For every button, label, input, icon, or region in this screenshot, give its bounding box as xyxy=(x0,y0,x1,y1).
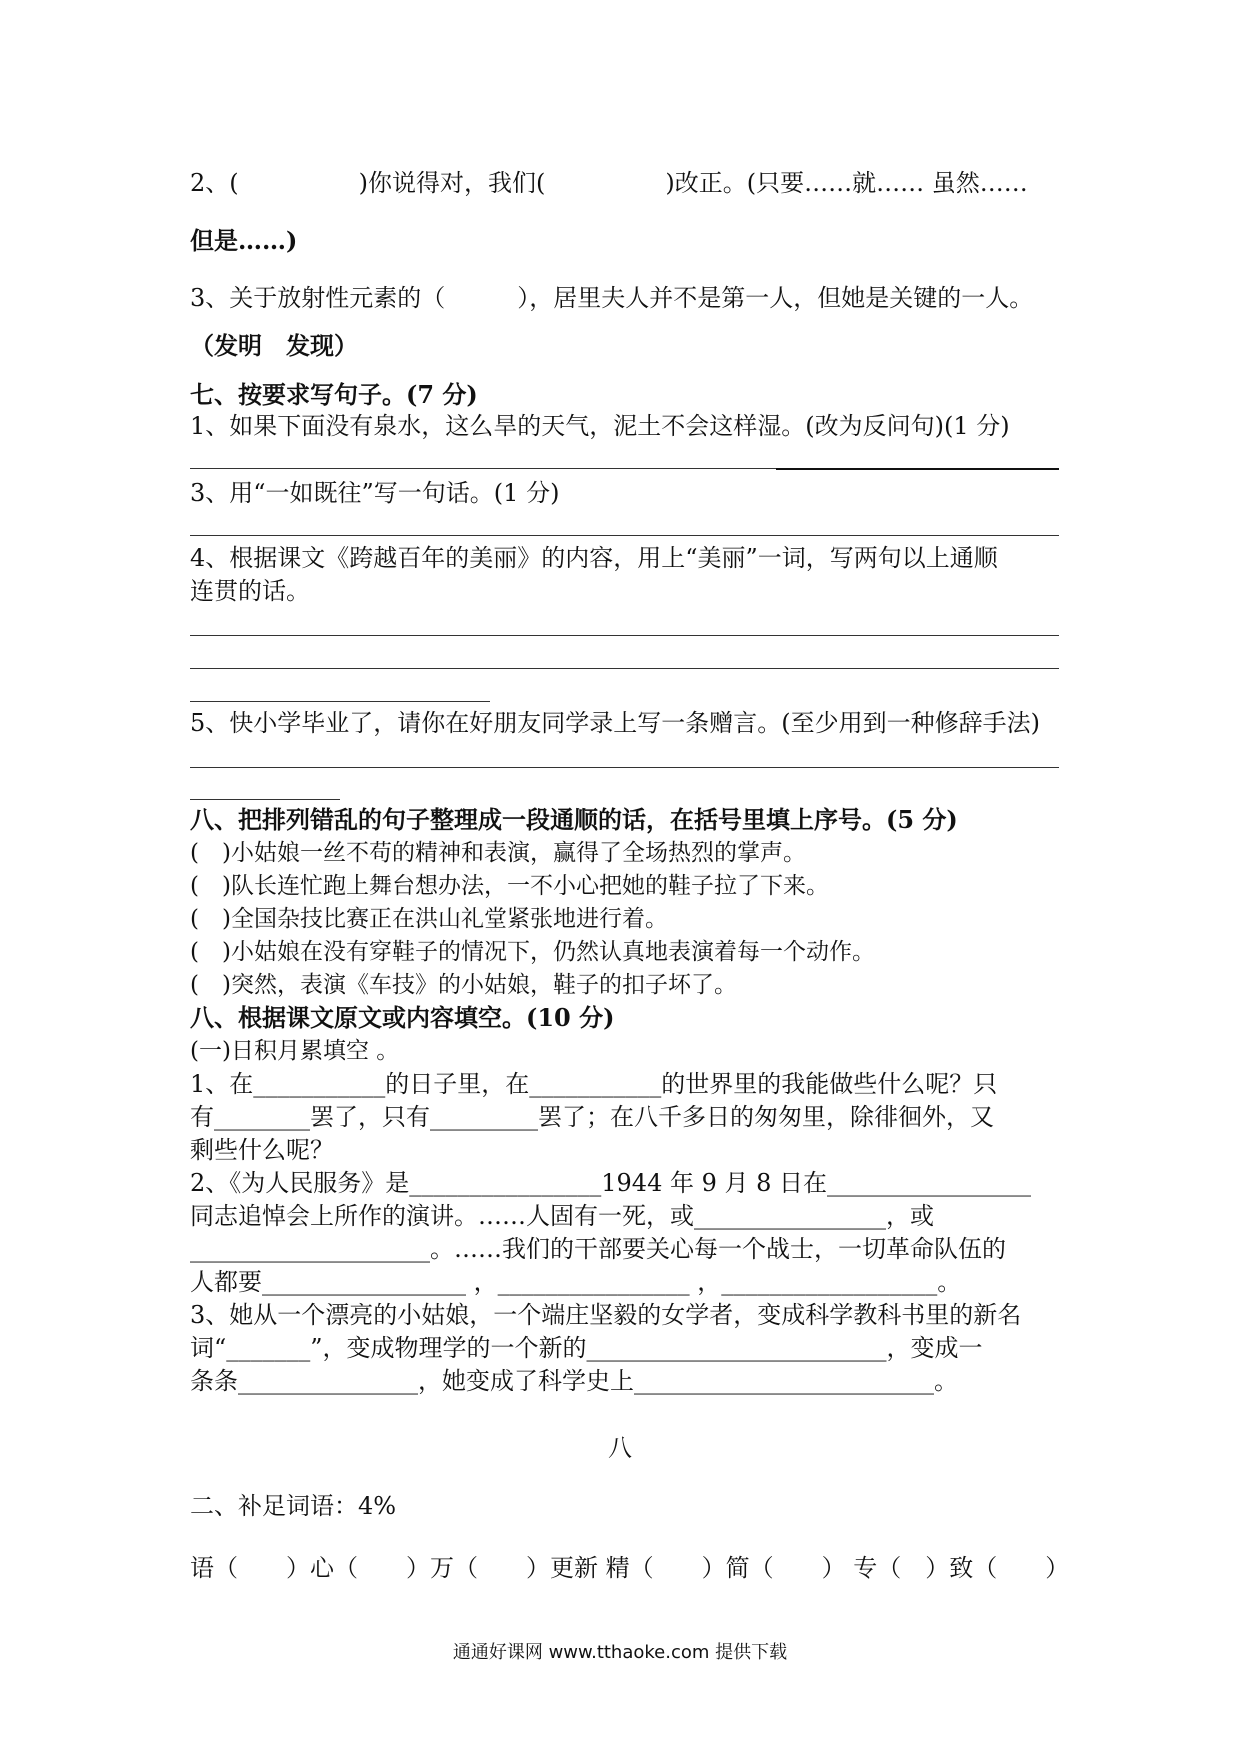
answer-line xyxy=(190,535,1059,536)
answer-line xyxy=(190,767,1059,768)
s8b-q2-line: 人都要_________________ ，________________ ，__________________。 xyxy=(190,1268,962,1296)
s8a-item: ( )队长连忙跑上舞台想办法，一不小心把她的鞋子拉了下来。 xyxy=(190,873,829,899)
s6-q2-line2: 但是……) xyxy=(190,226,298,255)
s8b-q3-line: 条条_______________，她变成了科学史上_________________________。 xyxy=(190,1367,958,1395)
s8b-q2-line: ____________________。……我们的干部要关心每一个战士，一切革命队伍的 xyxy=(190,1235,1006,1263)
s8b-q2-line: 2、《为人民服务》是________________1944 年 9 月 8 日在_________________ xyxy=(190,1169,1032,1197)
s7-q3: 3、用“一如既往”写一句话。(1 分) xyxy=(190,479,560,507)
s8a-item: ( )突然，表演《车技》的小姑娘，鞋子的扣子坏了。 xyxy=(190,972,737,998)
answer-line xyxy=(776,468,1059,470)
s8b-q1-line: 剩些什么呢？ xyxy=(190,1136,334,1164)
s8b-q1-line: 有________罢了，只有_________罢了；在八千多日的匆匆里，除徘徊外，又 xyxy=(190,1103,994,1131)
s7-q1: 1、如果下面没有泉水，这么旱的天气，泥土不会这样湿。(改为反问句)(1 分) xyxy=(190,412,1010,440)
s7-q5: 5、快小学毕业了，请你在好朋友同学录上写一条赠言。(至少用到一种修辞手法) xyxy=(190,709,1040,737)
part2-line: 语（ ）心（ ）万（ ）更新 精（ ）简（ ） 专（ ）致（ ） xyxy=(190,1554,1070,1582)
s8b-q3-line: 3、她从一个漂亮的小姑娘，一个端庄坚毅的女学者，变成科学教科书里的新名 xyxy=(190,1301,1022,1329)
s7-title: 七、按要求写句子。(7 分) xyxy=(190,380,478,409)
answer-line xyxy=(190,468,776,469)
s8a-item: ( )小姑娘一丝不苟的精神和表演，赢得了全场热烈的掌声。 xyxy=(190,840,806,866)
s8b-title: 八、根据课文原文或内容填空。(10 分) xyxy=(190,1003,615,1032)
part2-title: 二、补足词语：4% xyxy=(190,1492,397,1520)
answer-line xyxy=(190,635,1059,636)
answer-line xyxy=(190,799,340,800)
s7-q4-line1: 4、根据课文《跨越百年的美丽》的内容，用上“美丽”一词，写两句以上通顺 xyxy=(190,544,998,572)
s8b-q2-line: 同志追悼会上所作的演讲。……人固有一死，或________________，或 xyxy=(190,1202,934,1230)
answer-line xyxy=(190,701,490,702)
s7-q4-line2: 连贯的话。 xyxy=(190,577,310,605)
s8b-q3-line: 词“_______”，变成物理学的一个新的_________________________，变成一 xyxy=(190,1334,983,1362)
s8b-q1-line: 1、在___________的日子里，在___________的世界里的我能做些什么呢？只 xyxy=(190,1070,998,1098)
s8b-sub1: (一)日积月累填空 。 xyxy=(190,1038,400,1064)
s8a-title: 八、把排列错乱的句子整理成一段通顺的话，在括号里填上序号。(5 分) xyxy=(190,805,958,834)
s6-q2-line1: 2、( )你说得对，我们( )改正。(只要……就…… 虽然…… xyxy=(190,169,1028,197)
footer-credit: 通通好课网 www.tthaoke.com 提供下载 xyxy=(452,1642,788,1663)
s6-q3-options: （发明 发现） xyxy=(190,331,358,360)
s8a-item: ( )小姑娘在没有穿鞋子的情况下，仍然认真地表演着每一个动作。 xyxy=(190,939,875,965)
s6-q3-line1: 3、关于放射性元素的（ ），居里夫人并不是第一人，但她是关键的一人。 xyxy=(190,284,1034,312)
page-marker: 八 xyxy=(608,1434,632,1462)
answer-line xyxy=(190,668,1059,669)
s8a-item: ( )全国杂技比赛正在洪山礼堂紧张地进行着。 xyxy=(190,906,668,932)
